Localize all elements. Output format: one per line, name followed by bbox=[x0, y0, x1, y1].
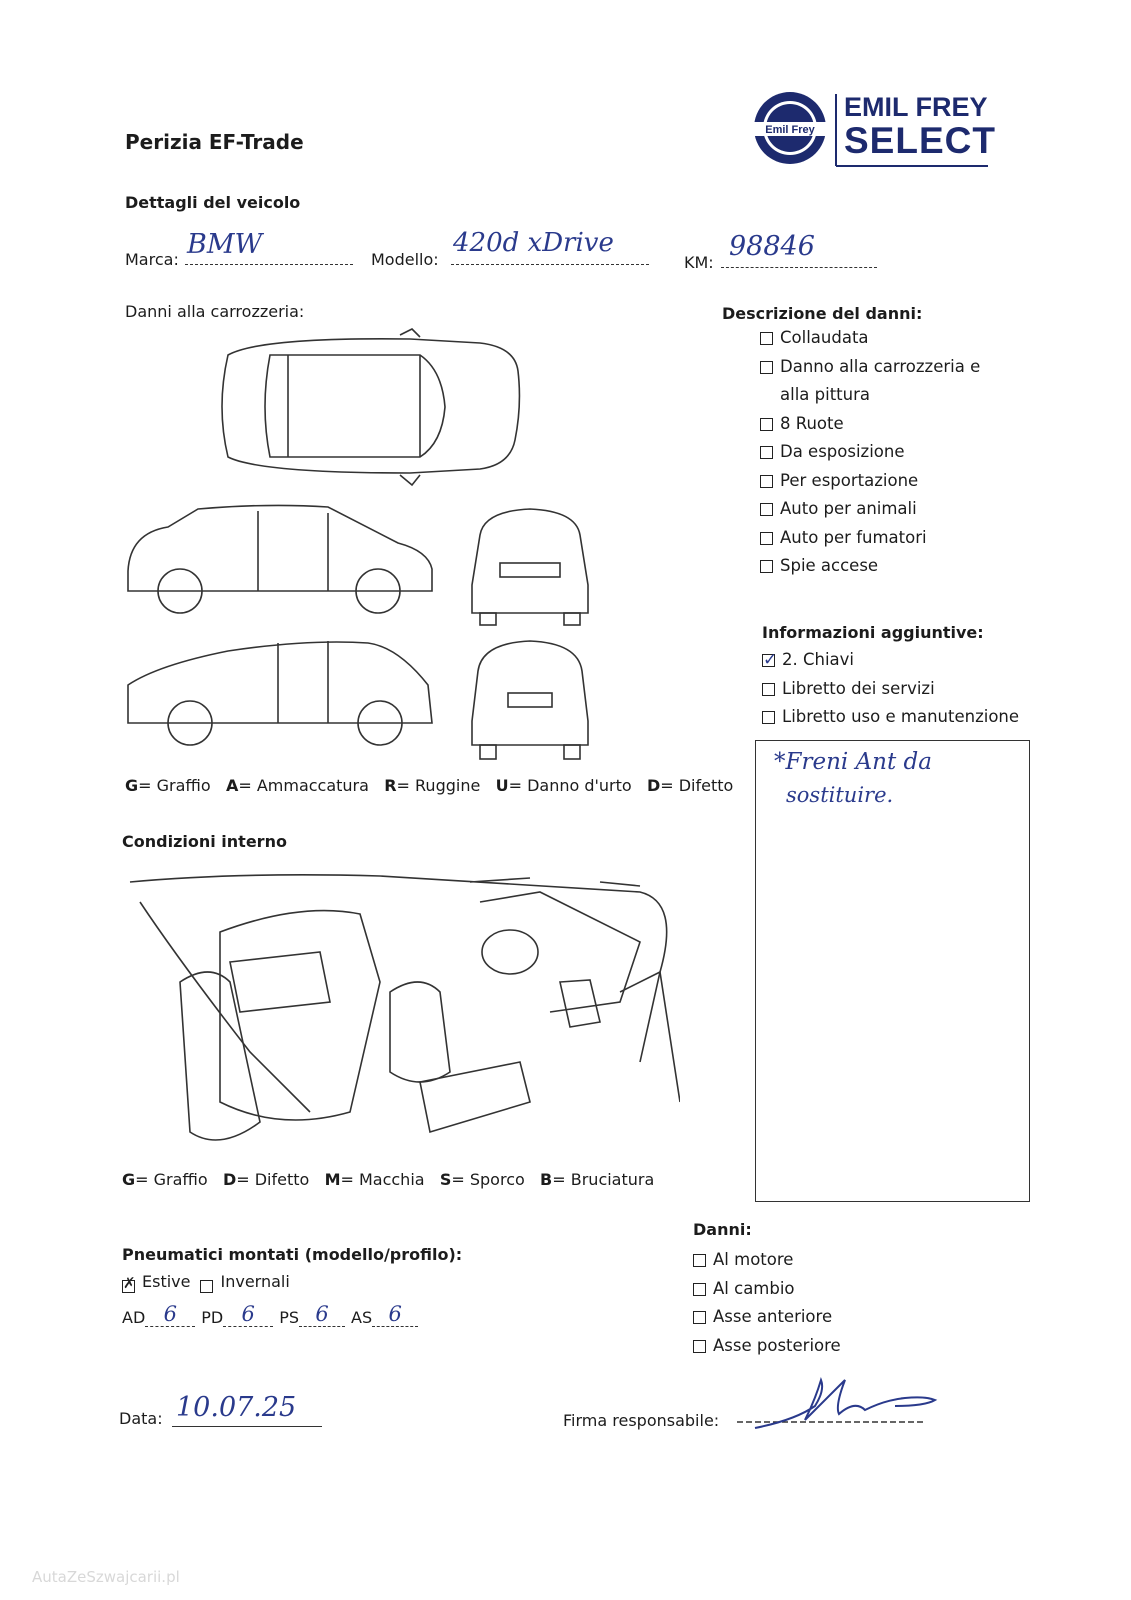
date-value: 10.07.25 bbox=[176, 1392, 297, 1423]
as-field[interactable] bbox=[372, 1302, 418, 1327]
brand-line-2: SELECT bbox=[844, 120, 996, 161]
checkbox[interactable] bbox=[693, 1311, 706, 1324]
signature-label: Firma responsabile: bbox=[563, 1411, 720, 1430]
additional-info-heading: Informazioni aggiuntive: bbox=[762, 623, 984, 642]
vehicle-details-heading: Dettagli del veicolo bbox=[125, 193, 301, 212]
ad-value: 6 bbox=[163, 1302, 177, 1326]
checklist-item[interactable]: Al motore bbox=[693, 1246, 933, 1275]
notes-line-1: *Freni Ant da bbox=[774, 749, 932, 775]
km-value: 98846 bbox=[729, 231, 815, 262]
svg-text:Emil Frey: Emil Frey bbox=[765, 124, 815, 136]
checklist-item[interactable]: Spie accese bbox=[760, 552, 1020, 581]
notes-box[interactable] bbox=[755, 740, 1030, 1202]
damage-description-list bbox=[760, 324, 1020, 581]
car-side-view-right bbox=[128, 641, 432, 745]
tire-depth-row bbox=[122, 1302, 418, 1327]
checklist-item[interactable]: Libretto dei servizi bbox=[762, 675, 1042, 704]
body-damage-legend: G= Graffio A= Ammaccatura R= Ruggine U= Danno d'urto D= Difetto bbox=[125, 776, 734, 795]
marca-value: BMW bbox=[187, 229, 263, 260]
checkbox[interactable] bbox=[760, 503, 773, 516]
estive-label: Estive bbox=[142, 1272, 191, 1291]
pd-field[interactable] bbox=[223, 1302, 273, 1327]
invernali-label: Invernali bbox=[220, 1272, 290, 1291]
marca-field[interactable] bbox=[185, 229, 353, 265]
checkbox[interactable] bbox=[693, 1283, 706, 1296]
interior-diagram bbox=[120, 862, 680, 1172]
ad-label: AD bbox=[122, 1308, 146, 1327]
checkbox[interactable] bbox=[693, 1254, 706, 1267]
checkbox[interactable] bbox=[760, 361, 773, 374]
pd-value: 6 bbox=[241, 1302, 255, 1326]
signature-field[interactable] bbox=[735, 1370, 945, 1430]
checklist-item[interactable]: Danno alla carrozzeria e alla pittura bbox=[760, 353, 1020, 410]
checklist-item[interactable]: Asse posteriore bbox=[693, 1332, 933, 1361]
brand-line-1: EMIL FREY bbox=[844, 92, 988, 122]
checkbox[interactable] bbox=[762, 683, 775, 696]
checklist-item[interactable]: Al cambio bbox=[693, 1275, 933, 1304]
notes-line-2: sostituire. bbox=[786, 783, 894, 807]
checklist-item[interactable]: Asse anteriore bbox=[693, 1303, 933, 1332]
as-label: AS bbox=[351, 1308, 373, 1327]
checklist-item[interactable]: Da esposizione bbox=[760, 438, 1020, 467]
checkbox[interactable] bbox=[760, 475, 773, 488]
tire-season-row bbox=[122, 1272, 290, 1293]
interior-heading: Condizioni interno bbox=[122, 832, 287, 851]
checkbox[interactable] bbox=[760, 418, 773, 431]
checklist-item[interactable]: Auto per fumatori bbox=[760, 524, 1020, 553]
mechanical-damage-list bbox=[693, 1246, 933, 1360]
date-field[interactable] bbox=[172, 1392, 322, 1427]
checkbox[interactable] bbox=[760, 332, 773, 345]
emil-frey-logo bbox=[752, 88, 996, 170]
checklist-item[interactable]: Per esportazione bbox=[760, 467, 1020, 496]
checklist-item[interactable]: 8 Ruote bbox=[760, 410, 1020, 439]
mechanical-damage-heading: Danni: bbox=[693, 1220, 752, 1239]
checkbox-checked[interactable] bbox=[762, 654, 775, 667]
km-field[interactable] bbox=[721, 231, 877, 268]
watermark: AutaZeSzwajcarii.pl bbox=[32, 1568, 180, 1586]
damage-description-heading: Descrizione del danni: bbox=[722, 304, 923, 323]
ps-label: PS bbox=[279, 1308, 300, 1327]
as-value: 6 bbox=[388, 1302, 402, 1326]
km-label: KM: bbox=[684, 253, 714, 272]
signature-scribble bbox=[735, 1370, 945, 1430]
modello-field[interactable] bbox=[451, 228, 649, 265]
checkbox[interactable] bbox=[693, 1340, 706, 1353]
checklist-item[interactable]: Auto per animali bbox=[760, 495, 1020, 524]
checkbox[interactable] bbox=[760, 532, 773, 545]
estive-checkbox[interactable] bbox=[122, 1280, 135, 1293]
car-top-view bbox=[222, 329, 519, 485]
checklist-item[interactable]: Libretto uso e manutenzione bbox=[762, 703, 1042, 732]
pd-label: PD bbox=[201, 1308, 224, 1327]
additional-info-list bbox=[762, 646, 1042, 732]
page-title: Perizia EF-Trade bbox=[125, 130, 304, 154]
checkbox[interactable] bbox=[762, 711, 775, 724]
modello-label: Modello: bbox=[371, 250, 439, 269]
ad-field[interactable] bbox=[145, 1302, 195, 1327]
checklist-item[interactable]: Collaudata bbox=[760, 324, 1020, 353]
tires-heading: Pneumatici montati (modello/profilo): bbox=[122, 1245, 463, 1264]
ps-value: 6 bbox=[315, 1302, 329, 1326]
car-front-view bbox=[472, 509, 588, 625]
marca-label: Marca: bbox=[125, 250, 179, 269]
modello-value: 420d xDrive bbox=[453, 228, 614, 258]
ps-field[interactable] bbox=[299, 1302, 345, 1327]
checkbox[interactable] bbox=[760, 560, 773, 573]
date-label: Data: bbox=[119, 1409, 163, 1428]
car-side-view-left bbox=[128, 505, 432, 613]
car-body-diagram bbox=[120, 325, 610, 770]
invernali-checkbox[interactable] bbox=[200, 1280, 213, 1293]
car-rear-view bbox=[472, 641, 588, 759]
checklist-item[interactable]: ✓ 2. Chiavi bbox=[762, 646, 1042, 675]
interior-legend: G= Graffio D= Difetto M= Macchia S= Sporco B= Bruciatura bbox=[122, 1170, 655, 1189]
body-damage-heading: Danni alla carrozzeria: bbox=[125, 302, 305, 321]
checkbox[interactable] bbox=[760, 446, 773, 459]
